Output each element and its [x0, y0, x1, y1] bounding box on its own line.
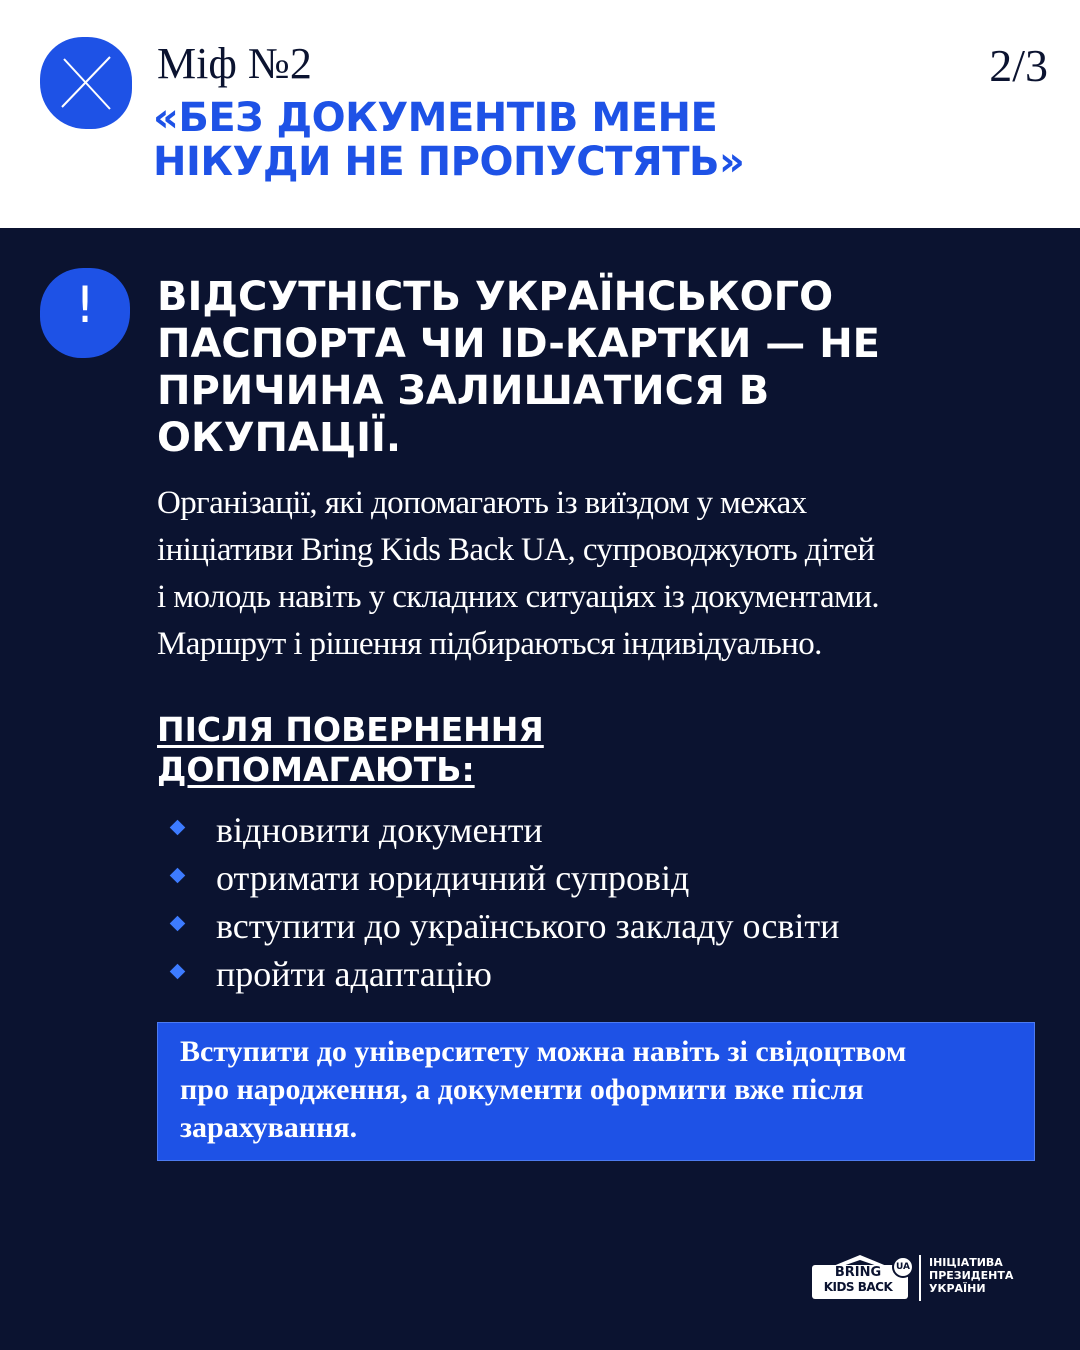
- list-item-text: отримати юридичний супровід: [216, 858, 690, 898]
- headline-line: ПРИЧИНА ЗАЛИШАТИСЯ В: [157, 368, 770, 414]
- footer-divider: [919, 1255, 921, 1301]
- list-item-text: пройти адаптацію: [216, 954, 492, 994]
- body-line: Маршрут і рішення підбираються індивідуально.: [157, 626, 822, 662]
- myth-quote-line: НІКУДИ НЕ ПРОПУСТЯТЬ»: [153, 139, 745, 185]
- initiative-line: ІНІЦІАТИВА: [929, 1256, 1003, 1269]
- exclamation-icon: !: [74, 276, 96, 334]
- headline: [157, 274, 1037, 462]
- body-line: і молодь навіть у складних ситуаціях із документами.: [157, 579, 880, 615]
- logo-text-line: KIDS BACK: [823, 1280, 893, 1294]
- diamond-bullet-icon: [170, 916, 186, 932]
- headline-line: ОКУПАЦІЇ.: [157, 415, 402, 461]
- diamond-bullet-icon: [170, 820, 186, 836]
- help-list: [166, 806, 839, 998]
- header-panel: [0, 0, 1080, 228]
- initiative-line: УКРАЇНИ: [929, 1282, 986, 1295]
- body-line: ініціативи Bring Kids Back UA, супроводжують дітей: [157, 532, 875, 568]
- subheading-line: ДОПОМАГАЮТЬ:: [157, 750, 475, 789]
- list-item-text: вступити до українського закладу освіти: [216, 906, 840, 946]
- body-paragraph: [157, 480, 1057, 668]
- myth-quote-line: «БЕЗ ДОКУМЕНТІВ МЕНЕ: [153, 95, 718, 141]
- headline-line: ПАСПОРТА ЧИ ID-КАРТКИ — НЕ: [157, 321, 880, 367]
- list-item: [166, 854, 839, 902]
- logo-text-line: BRING: [834, 1265, 882, 1280]
- list-item: [166, 950, 839, 998]
- myth-label: Міф №2: [157, 39, 312, 88]
- list-item-text: відновити документи: [216, 810, 543, 850]
- diamond-bullet-icon: [170, 964, 186, 980]
- presidential-initiative-label: [929, 1256, 1069, 1295]
- note-line: зарахування.: [180, 1111, 358, 1144]
- page-indicator: 2/3: [989, 40, 1048, 91]
- list-item: [166, 806, 839, 854]
- myth-quote: [153, 96, 1013, 184]
- body-line: Організації, які допомагають із виїздом у межах: [157, 485, 807, 521]
- initiative-line: ПРЕЗИДЕНТА: [929, 1269, 1014, 1282]
- subheading-line: ПІСЛЯ ПОВЕРНЕННЯ: [157, 710, 544, 749]
- note-callout: [157, 1022, 1035, 1161]
- warning-badge: [40, 268, 130, 358]
- ua-badge: UA: [892, 1256, 914, 1278]
- section-subheading: [157, 710, 757, 790]
- cross-badge: [40, 37, 132, 129]
- list-item: [166, 902, 839, 950]
- cross-icon: [40, 37, 132, 129]
- note-line: про народження, а документи оформити вже після: [180, 1073, 864, 1106]
- bring-kids-back-logo: [812, 1253, 912, 1301]
- headline-line: ВІДСУТНІСТЬ УКРАЇНСЬКОГО: [157, 274, 834, 320]
- diamond-bullet-icon: [170, 868, 186, 884]
- note-line: Вступити до університету можна навіть зі свідоцтвом: [180, 1035, 907, 1068]
